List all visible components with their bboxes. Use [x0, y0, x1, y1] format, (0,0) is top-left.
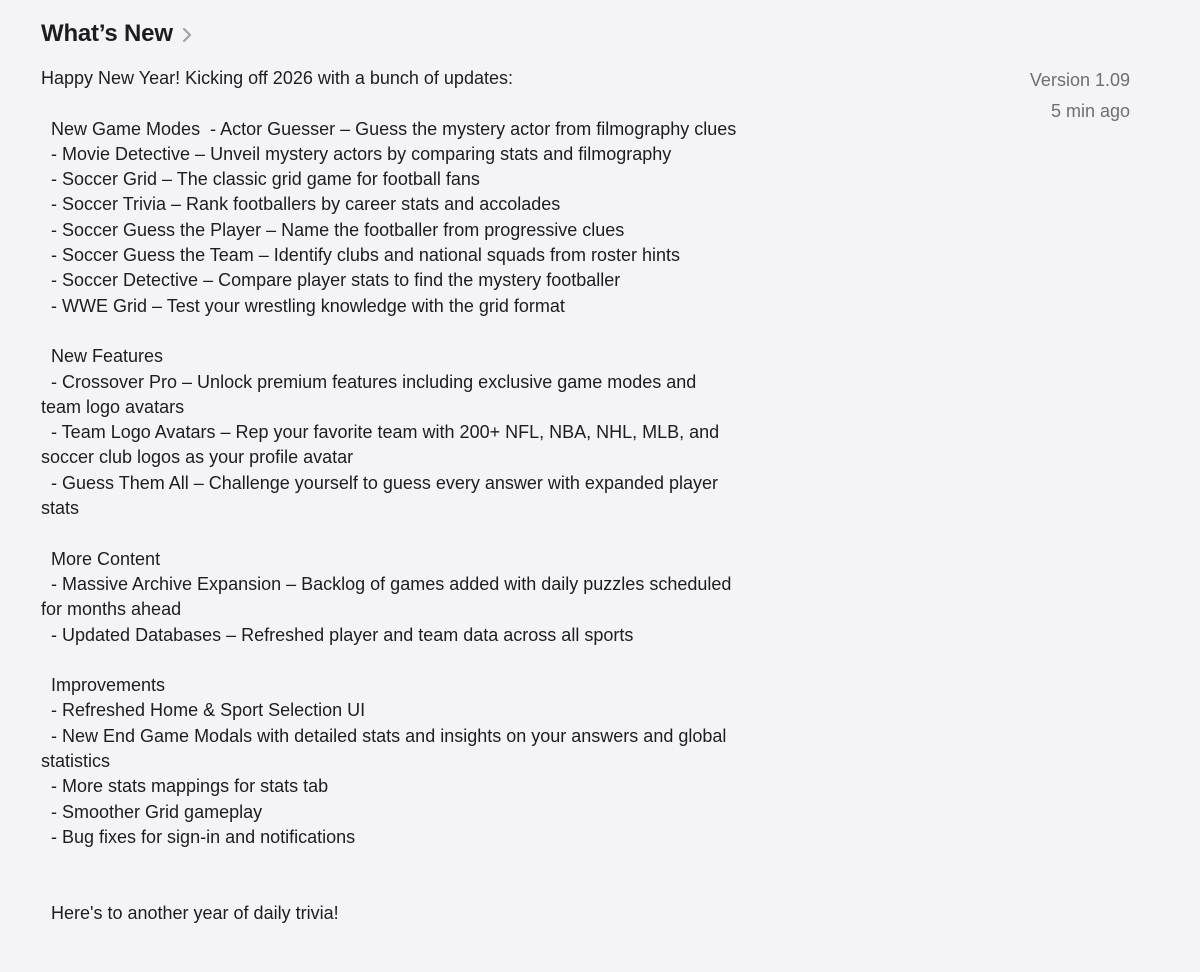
chevron-right-icon	[179, 24, 195, 46]
version-info	[1030, 66, 1130, 128]
release-notes-text: Happy New Year! Kicking off 2026 with a bunch of updates: New Game Modes - Actor Guesser – Guess the mystery actor from filmography clues - Movie Detective – Unveil mystery actors by comparing stats and filmography - Soccer Grid – The classic grid game for football fans - Soccer Trivia – Rank footballers by career stats and accolades - Soccer Guess the Player – Name the footballer from progressive clues - Soccer Guess the Team – Identify clubs and national squads from roster hints - Soccer Detective – Compare player stats to find the mystery footballer - WWE Grid – Test your wrestling knowledge with the grid format New Features - Crossover Pro – Unlock premium features including exclusive game modes and team logo avatars - Team Logo Avatars – Rep your favorite team with 200+ NFL, NBA, NHL, MLB, and soccer club logos as your profile avatar - Guess Them All – Challenge yourself to guess every answer with expanded player stats More Content - Massive Archive Expansion – Backlog of games added with daily puzzles scheduled for months ahead - Updated Databases – Refreshed player and team data across all sports Improvements - Refreshed Home & Sport Selection UI - New End Game Modals with detailed stats and insights on your answers and global statistics - More stats mappings for stats tab - Smoother Grid gameplay - Bug fixes for sign-in and notifications Here's to another year of daily trivia!	[41, 68, 737, 923]
page-title: What’s New	[41, 20, 173, 47]
release-time-label: 5 min ago	[1050, 101, 1130, 121]
whats-new-header-link[interactable]	[41, 18, 195, 50]
version-label: Version 1.09	[1029, 70, 1130, 90]
